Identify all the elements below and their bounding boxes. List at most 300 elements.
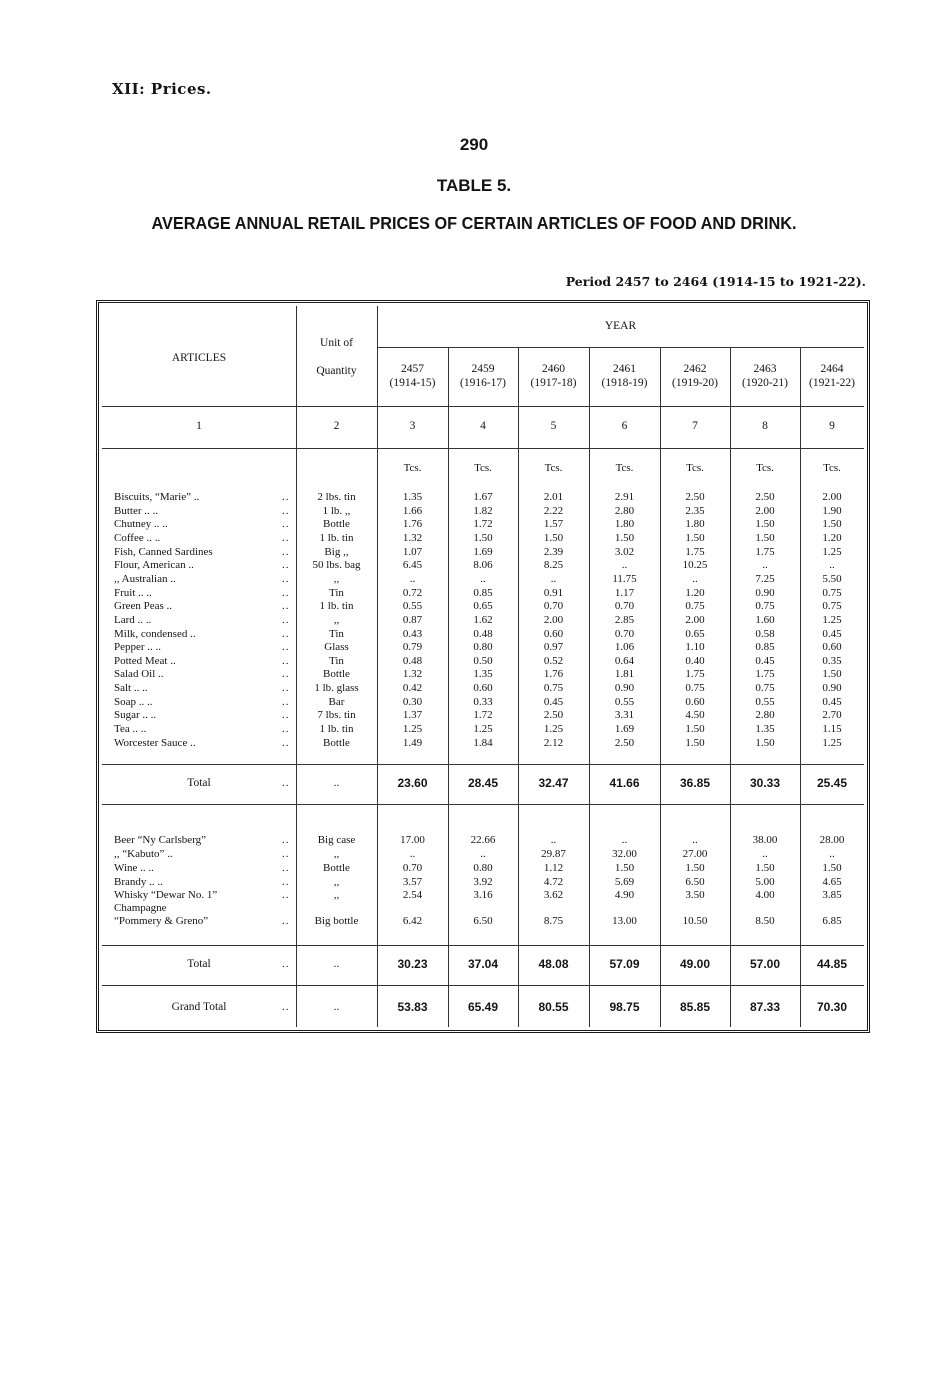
price-cell: 0.48: [473, 627, 493, 640]
unit-label: 7 lbs. tin: [317, 709, 356, 722]
price-cell: 0.80: [473, 641, 493, 654]
grand-total-label: Grand Total: [171, 1001, 227, 1013]
price-cell: 2.50: [543, 709, 564, 722]
price-cell: 4.65: [822, 876, 842, 888]
price-cell: 2.00: [755, 504, 775, 517]
leader-dots: ..: [282, 723, 290, 736]
grand-total-value: 65.49: [467, 1000, 499, 1014]
price-cell: 1.84: [473, 736, 493, 749]
price-cell: 8.06: [473, 559, 493, 572]
price-cell: 8.50: [755, 915, 775, 927]
total-label: Total: [187, 958, 211, 970]
leader-dots: ..: [282, 504, 290, 517]
price-cell: 1.69: [473, 545, 493, 558]
price-cell: 1.50: [685, 862, 705, 874]
price-cell: 1.07: [402, 545, 423, 558]
price-cell: ..: [409, 572, 416, 585]
currency-label: Tcs.: [686, 462, 704, 474]
price-cell: 2.80: [614, 504, 635, 517]
article-label: Fruit .. ..: [114, 586, 152, 599]
column-number: 5: [550, 420, 557, 432]
price-cell: 1.25: [402, 723, 423, 736]
price-cell: 0.75: [543, 682, 564, 695]
column-number: 6: [621, 420, 628, 432]
price-cell: 0.75: [755, 682, 775, 695]
price-cell: ..: [762, 559, 768, 572]
price-cell: 1.50: [685, 736, 705, 749]
price-cell: 2.50: [685, 491, 705, 503]
total-value: 57.00: [749, 957, 781, 971]
price-cell: ..: [621, 559, 628, 572]
price-cell: 0.90: [614, 682, 635, 695]
total-value: 30.33: [749, 776, 781, 790]
article-label: Coffee .. ..: [114, 531, 161, 544]
price-cell: 1.50: [755, 862, 775, 874]
price-cell: 3.16: [473, 889, 493, 901]
price-cell: ..: [692, 834, 698, 846]
total-value: 30.23: [397, 957, 428, 971]
unit-header: Unit of: [320, 337, 353, 349]
price-cell: 1.06: [614, 641, 635, 654]
total-unit: ..: [333, 777, 340, 789]
price-cell: 6.50: [473, 915, 493, 927]
article-label: Green Peas ..: [114, 600, 173, 613]
year-ad-label: (1920-21): [742, 377, 788, 389]
year-ad-label: (1914-15): [389, 377, 436, 389]
price-cell: 4.90: [614, 889, 635, 901]
article-label: ,, Australian ..: [114, 572, 176, 585]
leader-dots: ..: [282, 915, 290, 927]
price-cell: 2.12: [543, 736, 564, 749]
price-cell: 38.00: [752, 834, 778, 846]
price-cell: 0.90: [755, 586, 775, 599]
unit-label: Bar: [328, 695, 345, 708]
price-cell: 5.00: [755, 876, 775, 888]
price-cell: 13.00: [612, 915, 637, 927]
price-cell: 0.75: [685, 600, 705, 613]
article-label: Chutney .. ..: [114, 518, 168, 531]
price-cell: 0.45: [543, 695, 564, 708]
price-cell: 0.58: [755, 627, 775, 640]
price-cell: 0.60: [543, 627, 564, 640]
price-cell: 0.43: [402, 627, 423, 640]
unit-label: 2 lbs. tin: [317, 491, 356, 503]
price-cell: 4.50: [685, 709, 705, 722]
article-label: Tea .. ..: [114, 723, 147, 736]
period-caption: Period 2457 to 2464 (1914-15 to 1921-22).: [565, 274, 866, 289]
price-cell: ..: [550, 834, 557, 846]
price-cell: 0.60: [685, 695, 705, 708]
article-label: Whisky “Dewar No. 1”: [114, 889, 218, 901]
price-cell: 1.69: [614, 723, 635, 736]
leader-dots: ..: [282, 641, 290, 654]
currency-label: Tcs.: [544, 462, 563, 474]
price-cell: 1.20: [822, 531, 842, 544]
price-cell: 1.50: [543, 531, 564, 544]
unit-label: Bottle: [323, 736, 350, 749]
article-label: Biscuits, “Marie” ..: [114, 491, 200, 503]
total-value: 57.09: [609, 957, 640, 971]
price-cell: 1.50: [822, 862, 842, 874]
year-ad-label: (1921-22): [809, 377, 855, 389]
price-cell: 0.75: [685, 682, 705, 695]
unit-label: Bottle: [323, 518, 350, 531]
unit-label: 1 lb. tin: [319, 723, 354, 736]
article-label: Potted Meat ..: [114, 654, 176, 667]
row-rule: [102, 804, 864, 805]
article-label: Champagne: [114, 902, 167, 914]
price-cell: 0.79: [402, 641, 423, 654]
price-cell: 3.31: [614, 709, 635, 722]
price-cell: 1.50: [614, 531, 635, 544]
unit-label: Tin: [329, 654, 344, 667]
column-number: 3: [409, 420, 416, 432]
price-cell: 5.69: [614, 876, 635, 888]
year-ad-label: (1916-17): [460, 377, 506, 389]
total-value: 44.85: [816, 957, 848, 971]
price-cell: 1.10: [685, 641, 705, 654]
price-cell: 0.90: [822, 682, 842, 695]
total-value: 48.08: [538, 957, 569, 971]
unit-label: Bottle: [323, 668, 350, 681]
price-cell: 1.75: [755, 545, 775, 558]
price-cell: 1.17: [614, 586, 635, 599]
price-cell: 1.76: [402, 518, 423, 531]
price-cell: ..: [480, 572, 486, 585]
price-cell: 4.72: [543, 876, 564, 888]
row-rule: [102, 406, 864, 407]
article-label: Pepper .. ..: [114, 641, 162, 654]
price-cell: 29.87: [541, 848, 566, 860]
price-cell: 1.15: [822, 723, 842, 736]
price-cell: 0.91: [543, 586, 564, 599]
article-label: Salad Oil ..: [114, 668, 164, 681]
article-label: Sugar .. ..: [114, 709, 157, 722]
price-cell: 1.50: [614, 862, 635, 874]
price-cell: 1.75: [685, 668, 705, 681]
price-cell: 1.35: [402, 491, 423, 503]
leader-dots: ..: [282, 695, 290, 708]
price-cell: 2.70: [822, 709, 842, 722]
article-label: Fish, Canned Sardines: [114, 545, 213, 558]
grand-total-value: 98.75: [609, 1000, 640, 1014]
price-cell: 0.85: [473, 586, 493, 599]
price-cell: 0.70: [614, 600, 635, 613]
article-label: Soap .. ..: [114, 695, 153, 708]
price-cell: 17.00: [400, 834, 425, 846]
column-number: 1: [196, 420, 202, 432]
table-label: TABLE 5.: [436, 176, 512, 195]
column-number: 7: [692, 420, 698, 432]
article-label: Worcester Sauce ..: [114, 736, 196, 749]
price-cell: 3.85: [822, 889, 842, 901]
price-cell: 1.80: [614, 518, 635, 531]
unit-label: Big bottle: [314, 915, 359, 927]
currency-label: Tcs.: [403, 462, 422, 474]
unit-label: ,,: [333, 613, 340, 626]
price-cell: 0.97: [543, 641, 564, 654]
article-label: Butter .. ..: [114, 504, 158, 517]
price-cell: 1.32: [402, 668, 423, 681]
price-cell: ..: [409, 848, 416, 860]
unit-label: Tin: [329, 586, 344, 599]
leader-dots: ..: [282, 531, 290, 544]
unit-label: Bottle: [323, 862, 350, 874]
year-label: 2461: [613, 363, 636, 375]
price-cell: 3.62: [543, 889, 564, 901]
price-cell: 0.45: [822, 627, 842, 640]
leader-dots: ..: [282, 654, 290, 667]
price-cell: 6.85: [822, 915, 842, 927]
price-cell: 0.70: [614, 627, 635, 640]
total-unit: ..: [333, 958, 340, 970]
leader-dots: ..: [282, 545, 290, 558]
price-cell: 0.35: [822, 654, 842, 667]
price-cell: 2.00: [822, 491, 842, 503]
total-value: 36.85: [679, 776, 711, 790]
price-cell: 0.45: [755, 654, 775, 667]
leader-dots: ..: [282, 627, 290, 640]
price-cell: 0.40: [685, 654, 705, 667]
row-rule: [102, 764, 864, 765]
price-cell: ..: [692, 572, 698, 585]
grand-total-value: 53.83: [397, 1000, 428, 1014]
leader-dots: ..: [282, 777, 290, 789]
price-cell: 0.70: [402, 862, 423, 874]
price-cell: 1.37: [402, 709, 423, 722]
price-cell: 1.25: [822, 545, 842, 558]
column-number: 4: [480, 420, 486, 432]
price-cell: 3.02: [614, 545, 635, 558]
column-number: 2: [333, 420, 340, 432]
price-cell: ..: [480, 848, 486, 860]
price-cell: 0.70: [543, 600, 564, 613]
article-label: “Pommery & Greno”: [114, 915, 209, 927]
price-cell: 1.72: [473, 709, 493, 722]
year-label: 2462: [683, 363, 707, 375]
currency-label: Tcs.: [756, 462, 774, 474]
table-title: AVERAGE ANNUAL RETAIL PRICES OF CERTAIN ARTICLES OF FOOD AND DRINK.: [151, 213, 797, 233]
total-value: 49.00: [679, 957, 711, 971]
price-cell: 1.82: [473, 504, 493, 517]
unit-label: ,,: [333, 572, 340, 585]
price-cell: 1.76: [543, 668, 564, 681]
total-label: Total: [187, 777, 211, 789]
price-cell: 8.25: [543, 559, 564, 572]
price-cell: 28.00: [819, 834, 845, 846]
price-cell: 1.81: [614, 668, 635, 681]
price-cell: 0.42: [402, 682, 423, 695]
price-cell: 2.39: [543, 545, 564, 558]
leader-dots: ..: [282, 559, 290, 572]
price-cell: 1.90: [822, 504, 842, 517]
leader-dots: ..: [282, 889, 290, 901]
leader-dots: ..: [282, 600, 290, 613]
unit-label: 50 lbs. bag: [312, 559, 361, 572]
price-cell: 1.25: [543, 723, 564, 736]
price-cell: 1.49: [402, 736, 423, 749]
price-cell: 0.45: [822, 695, 842, 708]
unit-label: Glass: [324, 641, 349, 654]
price-cell: 0.60: [822, 641, 842, 654]
price-cell: ..: [762, 848, 768, 860]
currency-label: Tcs.: [474, 462, 492, 474]
section-header: XII: Prices.: [112, 80, 212, 98]
price-cell: 1.60: [755, 613, 775, 626]
price-cell: 8.75: [543, 915, 564, 927]
article-label: Wine .. ..: [114, 862, 154, 874]
row-rule: [102, 985, 864, 986]
price-cell: 2.91: [614, 491, 635, 503]
price-cell: 6.42: [402, 915, 423, 927]
price-cell: 0.52: [543, 654, 564, 667]
price-cell: 1.80: [685, 518, 705, 531]
year-ad-label: (1917-18): [530, 377, 577, 389]
year-label: 2460: [542, 363, 565, 375]
price-cell: 2.00: [685, 613, 705, 626]
price-cell: 1.25: [822, 736, 842, 749]
price-cell: 1.35: [473, 668, 493, 681]
leader-dots: ..: [282, 586, 290, 599]
total-value: 41.66: [609, 776, 640, 790]
unit-label: 1 lb. tin: [319, 600, 354, 613]
price-cell: 1.12: [543, 862, 564, 874]
article-label: Flour, American ..: [114, 559, 194, 572]
price-cell: 0.48: [402, 654, 423, 667]
price-cell: 0.55: [402, 600, 423, 613]
grand-total-unit: ..: [333, 1001, 340, 1013]
leader-dots: ..: [282, 848, 290, 860]
year-label: 2457: [401, 363, 424, 375]
price-cell: 1.50: [822, 518, 842, 531]
price-cell: 1.50: [685, 531, 705, 544]
article-label: Brandy .. ..: [114, 876, 163, 888]
leader-dots: ..: [282, 834, 290, 846]
price-cell: 1.50: [822, 668, 842, 681]
price-cell: 1.75: [685, 545, 705, 558]
unit-label: Tin: [329, 627, 344, 640]
price-cell: 1.72: [473, 518, 493, 531]
leader-dots: ..: [282, 613, 290, 626]
price-cell: 0.75: [822, 600, 842, 613]
price-cell: 1.50: [755, 518, 775, 531]
price-cell: 1.25: [822, 613, 842, 626]
total-value: 23.60: [397, 776, 428, 790]
price-cell: 1.75: [755, 668, 775, 681]
leader-dots: ..: [282, 572, 290, 585]
unit-label: Big ,,: [324, 545, 349, 558]
grand-total-value: 85.85: [679, 1000, 711, 1014]
price-cell: 0.65: [473, 600, 493, 613]
leader-dots: ..: [282, 682, 290, 695]
row-rule: [377, 347, 864, 348]
price-cell: 2.35: [685, 504, 705, 517]
price-cell: 3.92: [473, 876, 493, 888]
price-cell: ..: [829, 848, 835, 860]
price-cell: 10.50: [682, 915, 708, 927]
price-cell: 1.66: [402, 504, 423, 517]
price-cell: 0.87: [402, 613, 423, 626]
article-label: Lard .. ..: [114, 613, 152, 626]
price-cell: 5.50: [822, 572, 842, 585]
column-number: 8: [762, 420, 768, 432]
price-cell: 2.22: [543, 504, 564, 517]
price-cell: 1.50: [755, 531, 775, 544]
currency-label: Tcs.: [615, 462, 634, 474]
total-value: 32.47: [538, 776, 569, 790]
price-cell: 0.30: [402, 695, 423, 708]
price-cell: 22.66: [470, 834, 496, 846]
year-ad-label: (1919-20): [672, 377, 718, 389]
price-cell: 1.50: [685, 723, 705, 736]
price-cell: 3.57: [402, 876, 423, 888]
leader-dots: ..: [282, 491, 290, 503]
price-cell: 2.54: [402, 889, 423, 901]
price-cell: 10.25: [682, 559, 708, 572]
leader-dots: ..: [282, 876, 290, 888]
grand-total-value: 87.33: [749, 1000, 781, 1014]
price-cell: 2.50: [614, 736, 635, 749]
price-cell: ..: [621, 834, 628, 846]
price-cell: 2.85: [614, 613, 635, 626]
price-cell: 0.72: [402, 586, 423, 599]
year-label: 2464: [820, 363, 844, 375]
price-cell: 0.75: [755, 600, 775, 613]
leader-dots: ..: [282, 958, 290, 970]
price-cell: 2.50: [755, 491, 775, 503]
price-cell: 27.00: [682, 848, 708, 860]
leader-dots: ..: [282, 668, 290, 681]
price-cell: 0.64: [614, 654, 635, 667]
price-cell: 0.50: [473, 654, 493, 667]
total-value: 28.45: [467, 776, 499, 790]
column-number: 9: [829, 420, 835, 432]
leader-dots: ..: [282, 518, 290, 531]
unit-label: 1 lb. tin: [319, 531, 354, 544]
article-label: Beer “Ny Carlsberg”: [114, 834, 207, 846]
price-cell: 0.80: [473, 862, 493, 874]
articles-header: ARTICLES: [171, 352, 227, 364]
price-cell: 0.55: [755, 695, 775, 708]
price-cell: 6.45: [402, 559, 423, 572]
year-header: YEAR: [604, 320, 637, 332]
total-value: 37.04: [467, 957, 499, 971]
row-rule: [102, 448, 864, 449]
price-cell: 2.80: [755, 709, 775, 722]
price-cell: 0.55: [614, 695, 635, 708]
price-cell: 3.50: [685, 889, 705, 901]
price-cell: 7.25: [755, 572, 775, 585]
grand-total-value: 70.30: [816, 1000, 848, 1014]
leader-dots: ..: [282, 709, 290, 722]
unit-label: 1 lb. glass: [314, 682, 359, 695]
leader-dots: ..: [282, 1001, 290, 1013]
year-label: 2463: [753, 363, 777, 375]
unit-header: Quantity: [316, 365, 357, 377]
price-cell: 1.50: [473, 531, 493, 544]
price-cell: 2.00: [543, 613, 564, 626]
price-cell: 32.00: [612, 848, 637, 860]
leader-dots: ..: [282, 862, 290, 874]
price-table: [102, 306, 864, 1027]
page-number: 290: [459, 135, 489, 154]
price-cell: ..: [550, 572, 557, 585]
leader-dots: ..: [282, 736, 290, 749]
total-value: 25.45: [816, 776, 848, 790]
article-label: ,, “Kabuto” ..: [114, 848, 173, 860]
price-cell: 1.50: [755, 736, 775, 749]
row-rule: [102, 945, 864, 946]
